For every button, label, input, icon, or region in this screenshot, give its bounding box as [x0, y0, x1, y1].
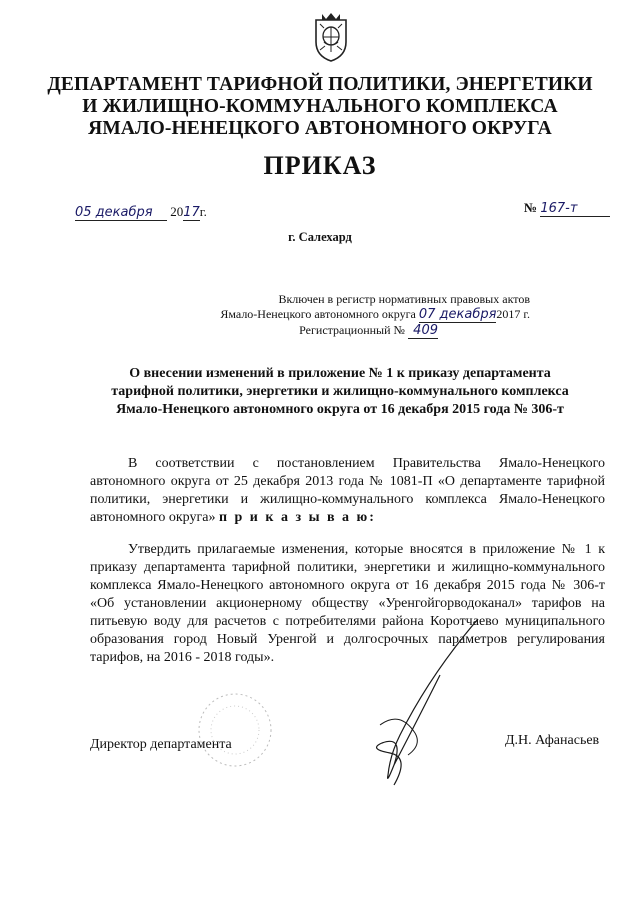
year-prefix: 20: [170, 204, 184, 219]
order-subject: [80, 365, 600, 419]
registration-number-label: Регистрационный №: [299, 323, 405, 337]
department-name-line-2: И ЖИЛИЩНО-КОММУНАЛЬНОГО КОМПЛЕКСА: [82, 96, 558, 117]
handwritten-year: 17: [183, 205, 200, 220]
preamble-text: В соответствии с постановлением Правительства Ямало-Ненецкого автономного округа от 25 декабря 2013 года № 1081-П «О департаменте тарифной политики, энергетики и жилищно-коммунального комплекса Ямало-Ненецкого автономного округа»: [90, 456, 605, 525]
order-date: [75, 204, 207, 221]
subject-line-3: Ямало-Ненецкого автономного округа от 16 декабря 2015 года № 306-т: [116, 402, 564, 417]
handwritten-order-number: 167-т: [540, 201, 610, 217]
city-of-issue: г. Салехард: [288, 230, 352, 244]
document-type-title: ПРИКАЗ: [263, 151, 377, 180]
signatory-name: Д.Н. Афанасьев: [505, 733, 600, 748]
department-name-line-1: ДЕПАРТАМЕНТ ТАРИФНОЙ ПОЛИТИКИ, ЭНЕРГЕТИКИ: [47, 74, 593, 95]
registration-line-1: Включен в регистр нормативных правовых актов: [278, 292, 530, 306]
registration-region: Ямало-Ненецкого автономного округа: [220, 307, 416, 321]
faint-stamp-impression: [190, 690, 280, 770]
handwritten-signature: [360, 615, 490, 790]
registration-block: [200, 292, 530, 339]
signatory-position: Директор департамента: [90, 737, 232, 752]
registration-line-2: [200, 307, 530, 323]
coat-of-arms-emblem: [312, 12, 350, 62]
registration-line-3: [200, 323, 530, 339]
preamble-paragraph: [90, 455, 605, 527]
order-verb: п р и к а з ы в а ю:: [218, 510, 376, 525]
subject-line-2: тарифной политики, энергетики и жилищно-коммунального комплекса: [111, 384, 569, 399]
subject-line-1: О внесении изменений в приложение № 1 к приказу департамента: [129, 366, 551, 381]
number-label: №: [524, 200, 538, 215]
registration-year: 2017 г.: [496, 307, 530, 321]
department-name-line-3: ЯМАЛО-НЕНЕЦКОГО АВТОНОМНОГО ОКРУГА: [88, 118, 552, 139]
operative-paragraph: Утвердить прилагаемые изменения, которые вносятся в приложение № 1 к приказу департамента тарифной политики, энергетики и жилищно-коммунального комплекса Ямало-Ненецкого автономного округа от 16 декабря 2015 года № 306-т «Об установлении акционерному обществу «Уренгойгорводоканал» тарифов на питьевую воду для расчетов с потребителями района Коротчаево муниципального образования город Новый Уренгой и долгосрочных параметров регулирования тарифов, на 2016 - 2018 годы».: [90, 542, 605, 665]
year-suffix: г.: [199, 204, 207, 219]
handwritten-registration-number: 409: [408, 323, 438, 339]
handwritten-date: 05 декабря: [75, 205, 167, 221]
handwritten-registration-date: 07 декабря: [418, 307, 497, 322]
order-number: [524, 200, 610, 217]
